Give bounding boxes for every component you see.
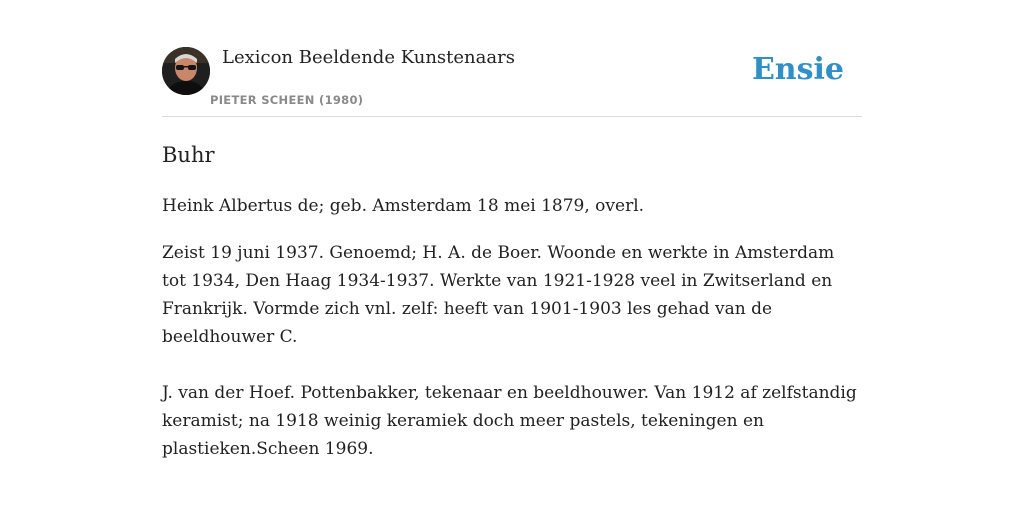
entry-paragraph: J. van der Hoef. Pottenbakker, tekenaar en beeldhouwer. Van 1912 af zelfstandig keramist; na 1918 weinig keramiek doch meer pastels, tekeningen en plastieken.Scheen 1969.	[162, 383, 857, 459]
avatar-portrait-icon	[162, 47, 210, 95]
entry-content	[162, 140, 862, 463]
book-title[interactable]: Lexicon Beeldende Kunstenaars	[222, 47, 515, 68]
avatar[interactable]	[162, 47, 210, 95]
entry-paragraph: Heink Albertus de; geb. Amsterdam 18 mei 1879, overl.	[162, 196, 645, 216]
entry-title: Buhr	[162, 143, 215, 167]
author-name: PIETER SCHEEN (1980)	[210, 93, 364, 107]
entry-paragraph: Zeist 19 juni 1937. Genoemd; H. A. de Boer. Woonde en werkte in Amsterdam tot 1934, Den Haag 1934-1937. Werkte van 1921-1928 veel in Zwitserland en Frankrijk. Vormde zich vnl. zelf: heeft van 1901-1903 les gehad van de beeldhouwer C.	[162, 243, 835, 347]
header	[162, 46, 862, 117]
ensie-logo[interactable]: Ensie	[751, 52, 844, 87]
